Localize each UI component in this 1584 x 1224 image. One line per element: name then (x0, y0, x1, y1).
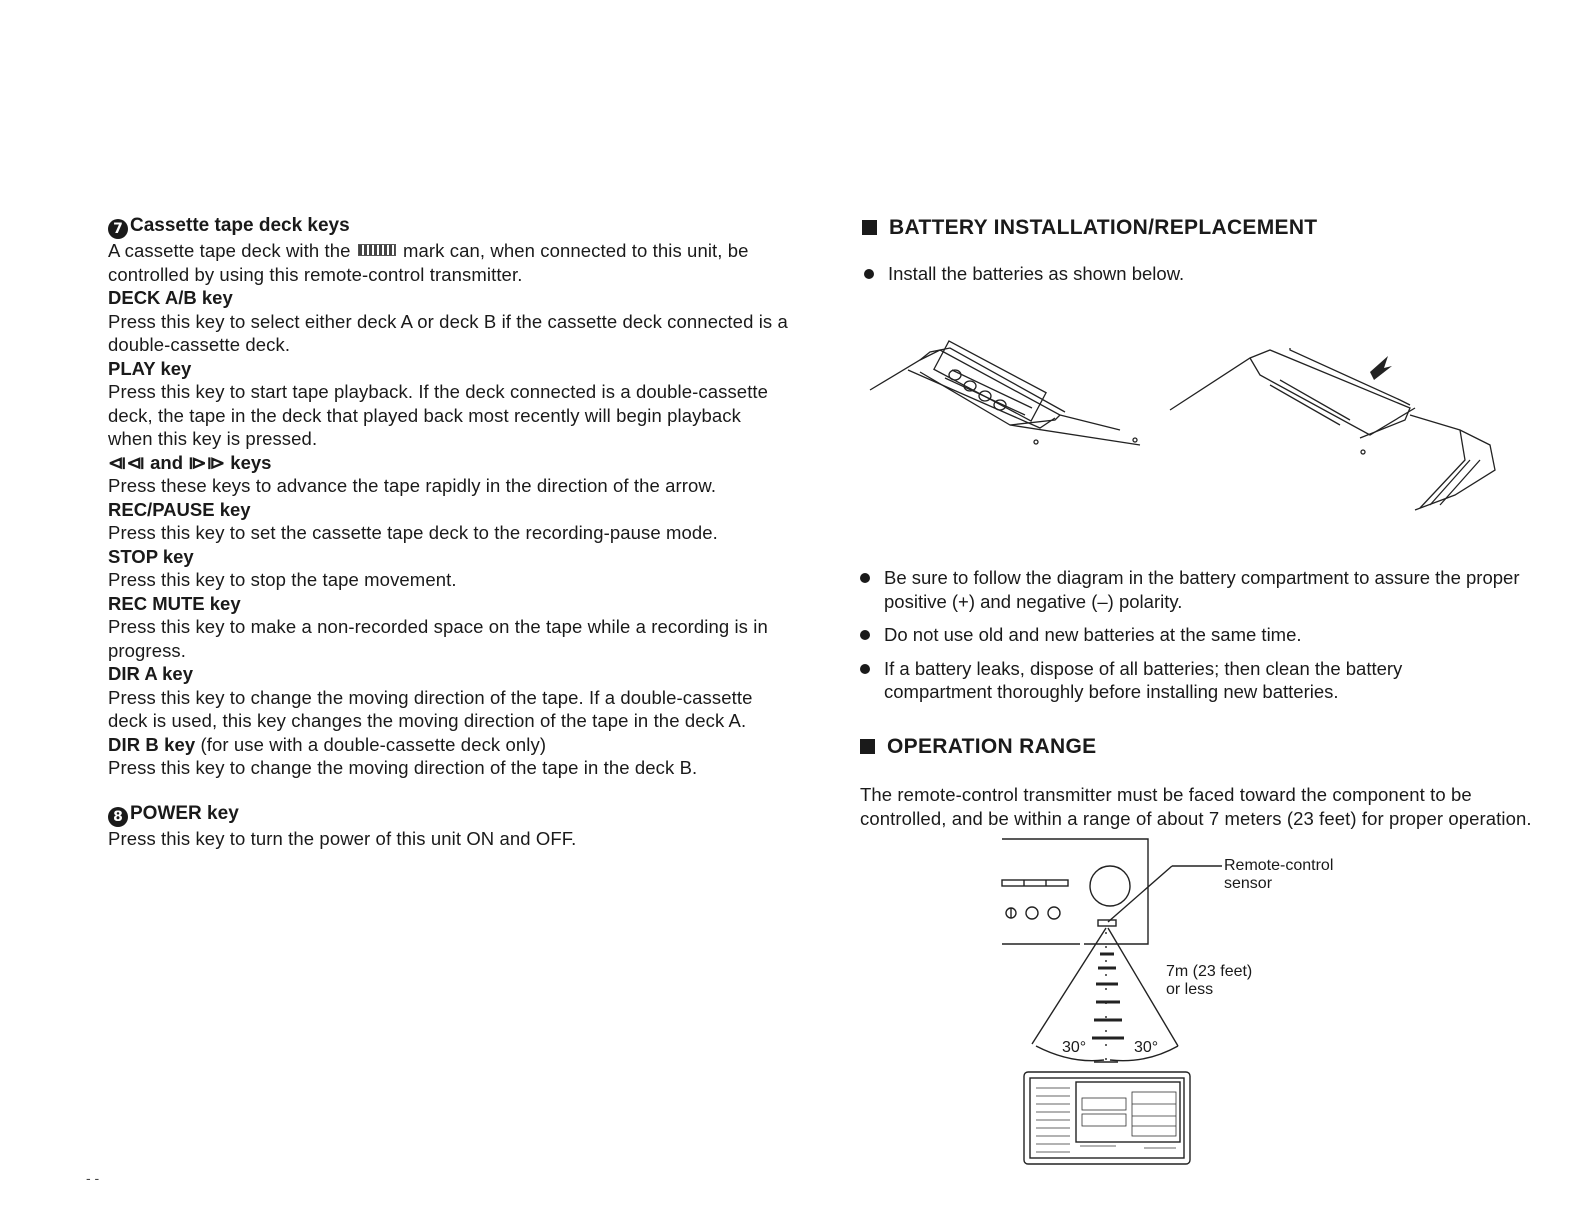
key-desc-rewind-ff: Press these keys to advance the tape rapidly in the direction of the arrow. (108, 475, 717, 496)
section-7-intro (108, 239, 788, 286)
key-desc-play: Press this key to start tape playback. If the deck connected is a double-cassette deck, the tape in the deck that played back most recently will begin playback when this key is pressed. (108, 381, 769, 449)
page-footer-mark: - - (86, 1170, 100, 1186)
square-bullet-icon (862, 220, 877, 235)
battery-install-text: Install the batteries as shown below. (888, 263, 1185, 284)
operation-range-heading (860, 733, 1536, 761)
insert-arrow-icon (1370, 356, 1392, 380)
battery-note-item (858, 566, 1538, 613)
distance-label-line1: 7m (23 feet) (1166, 963, 1253, 980)
distance-label-line2: or less (1166, 981, 1214, 998)
operation-range-section (860, 733, 1536, 830)
operation-range-diagram (996, 836, 1376, 1170)
battery-install-item (862, 262, 1542, 286)
key-list (108, 286, 788, 780)
key-title-stop: STOP key (108, 545, 194, 567)
square-bullet-icon (860, 739, 875, 754)
battery-heading-text: BATTERY INSTALLATION/REPLACEMENT (889, 216, 1318, 239)
section-7-number: 7 (108, 219, 128, 239)
bullet-icon (864, 269, 874, 279)
sensor-label-line2: sensor (1224, 875, 1273, 892)
angle-left-label: 30° (1062, 1039, 1087, 1056)
key-title-rec-mute: REC MUTE key (108, 592, 241, 614)
section-8-desc: Press this key to turn the power of this unit ON and OFF. (108, 827, 577, 849)
section-8-title: POWER key (130, 802, 239, 824)
key-title-rec-pause: REC/PAUSE key (108, 498, 251, 520)
key-desc-stop: Press this key to stop the tape movement. (108, 569, 457, 590)
battery-note-text: Be sure to follow the diagram in the battery compartment to assure the proper positive (+) and negative (–) polarity. (884, 567, 1520, 612)
operation-range-heading-text: OPERATION RANGE (887, 735, 1097, 758)
key-title-dir-b (108, 733, 788, 757)
key-desc-dir-a: Press this key to change the moving direction of the tape. If a double-cassette deck is used, this key changes the moving direction of the tape in the deck A. (108, 686, 753, 731)
battery-section (862, 214, 1542, 286)
dir-b-note: (for use with a double-cassette deck only) (200, 733, 547, 755)
key-title-rewind-ff: ⧏⧏ and ⧐⧐ keys (108, 451, 272, 473)
battery-illustration (860, 320, 1540, 520)
section-7-title: Cassette tape deck keys (130, 215, 350, 236)
key-desc-rec-pause: Press this key to set the cassette tape deck to the recording-pause mode. (108, 522, 718, 543)
battery-note-item (858, 623, 1538, 647)
bullet-icon (860, 573, 870, 583)
key-desc-dir-b: Press this key to change the moving direction of the tape in the deck B. (108, 757, 698, 778)
intro-text-part1: A cassette tape deck with the (108, 240, 351, 261)
key-title-deck-ab: DECK A/B key (108, 287, 233, 308)
key-title-dir-a: DIR A key (108, 663, 193, 684)
bullet-icon (860, 664, 870, 674)
dir-b-title: DIR B key (108, 733, 196, 755)
section-8-heading (108, 802, 788, 827)
operation-range-text: The remote-control transmitter must be faced toward the component to be controlled, and be within a range of about 7 meters (23 feet) for proper operation. (860, 784, 1532, 829)
key-desc-deck-ab: Press this key to select either deck A or deck B if the cassette deck connected is a double-cassette deck. (108, 310, 788, 355)
battery-note-text: Do not use old and new batteries at the same time. (884, 624, 1302, 645)
bullet-icon (860, 630, 870, 640)
battery-heading (862, 214, 1542, 242)
left-column (108, 214, 788, 850)
intro-text-part2: mark can, when connected to this unit, be controlled by using this remote-control transmitter. (108, 240, 749, 285)
battery-notes-list (858, 566, 1538, 704)
key-title-play: PLAY key (108, 357, 192, 379)
key-desc-rec-mute: Press this key to make a non-recorded space on the tape while a recording is in progress. (108, 616, 768, 661)
section-7-heading (108, 214, 788, 239)
angle-right-label: 30° (1134, 1039, 1159, 1056)
rs-logo-icon (358, 244, 396, 256)
battery-note-text: If a battery leaks, dispose of all batteries; then clean the battery compartment thoroughly before installing new batteries. (884, 657, 1403, 702)
battery-note-item (858, 657, 1538, 704)
sensor-label-line1: Remote-control (1224, 857, 1334, 874)
section-8-number: 8 (108, 807, 128, 827)
